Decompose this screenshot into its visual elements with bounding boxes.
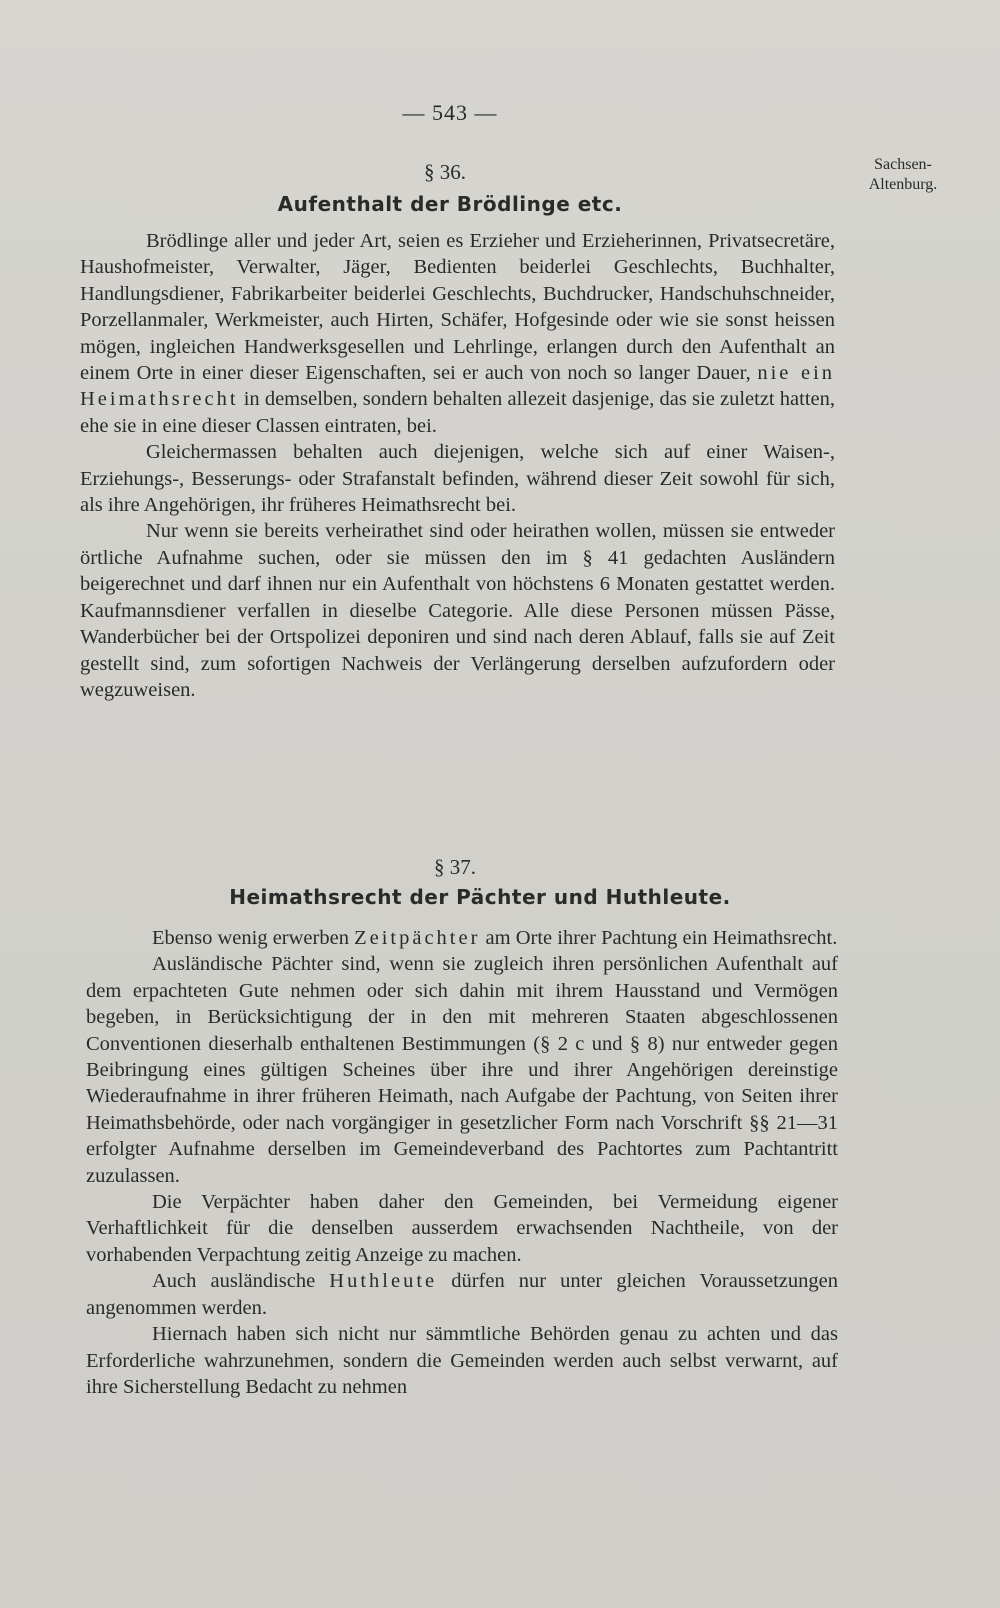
section-36-p1-emphasis: nie ein Heimathsrecht xyxy=(80,362,836,411)
section-37-p4-emphasis: Huthleute xyxy=(329,1270,438,1293)
section-36-paragraph-2: Gleichermassen behalten auch diejenigen, welche sich auf einer Waisen-, Erziehungs-, Besserungs- oder Strafanstalt befinden, während dieser Zeit sowohl für sich, als ihre Angehörigen, ihr früheres Heimathsrecht bei. xyxy=(80,441,835,517)
section-37-paragraph-4 xyxy=(86,1268,838,1321)
section-37-paragraph-2: Ausländische Pächter sind, wenn sie zugleich ihren persönlichen Aufenthalt auf dem erpachteten Gute nehmen oder sich dahin mit ihrem Hausstand und Vermögen begeben, in Berücksichtigung der in den mit mehreren Staaten abgeschlossenen Conventionen dieserhalb enthaltenen Bestimmungen (§ 2 c und § 8) nur entweder gegen Beibringung eines gültigen Scheines über ihre und ihrer Angehörigen dereinstige Wiederaufnahme in ihrer früheren Heimath, nach Aufgabe der Pachtung, von Seiten ihrer Heimathsbehörde, oder nach vorgängiger in gesetzlicher Form nach Vorschrift §§ 21—31 erfolgter Aufnahme derselben im Gemeindeverband des Pachtortes zum Pachtantritt zuzulassen. xyxy=(86,953,838,1187)
section-36-paragraph-3: Nur wenn sie bereits verheirathet sind oder heirathen wollen, müssen sie entweder örtliche Aufnahme suchen, oder sie müssen den im § 41 gedachten Ausländern beigerechnet und darf ihnen nur ein Aufenthalt von höchstens 6 Monaten gestattet werden. Kaufmannsdiener verfallen in dieselbe Categorie. Alle diese Personen müssen Pässe, Wanderbücher bei der Ortspolizei deponiren und sind nach deren Ablauf, falls sie auf Zeit gestellt sind, zum sofortigen Nachweis der Verlängerung derselben aufzufordern oder wegzuweisen. xyxy=(80,520,835,701)
section-36-mark: § 36. xyxy=(424,160,466,184)
section-37-p4-text-b: dürfen nur unter gleichen Voraussetzungen angenommen werden. xyxy=(86,1270,838,1319)
section-37-p1-text-a: Ebenso wenig erwerben xyxy=(152,927,349,949)
margin-note: Sachsen- Altenburg. xyxy=(868,156,938,193)
section-36-p1-text-b: in demselben, sondern behalten allezeit dasjenige, das sie zuletzt hatten, ehe sie in eine dieser Classen eintraten, bei. xyxy=(80,388,835,437)
section-37-title: Heimathsrecht der Pächter und Huthleute. xyxy=(229,885,731,909)
section-37-mark: § 37. xyxy=(434,855,476,879)
section-36-p1-text-a: Brödlinge aller und jeder Art, seien es Erzieher und Erzieherinnen, Privatsecretäre, Haushofmeister, Verwalter, Jäger, Bedienten beiderlei Geschlechts, Buchhalter, Handlungsdiener, Fabrikarbeiter beiderlei Geschlechts, Buchdrucker, Handschuhschneider, Porzellanmaler, Werkmeister, auch Hirten, Schäfer, Hofgesinde oder wie sie sonst heissen mögen, ingleichen Handwerksgesellen und Lehrlinge, erlangen durch den Aufenthalt an einem Orte in einer dieser Eigenschaften, sei er auch von noch so langer Dauer, xyxy=(80,230,835,385)
section-37-paragraph-3: Die Verpächter haben daher den Gemeinden, bei Vermeidung eigener Verhaftlichkeit für die denselben ausserdem erwachsenden Nachtheile, von der vorhabenden Verpachtung zeitig Anzeige zu machen. xyxy=(86,1191,838,1266)
section-37-body xyxy=(86,925,838,1400)
page-number: — 543 — xyxy=(402,100,498,125)
section-37-paragraph-5: Hiernach haben sich nicht nur sämmtliche Behörden genau zu achten und das Erforderliche wahrzunehmen, sondern die Gemeinden werden auch selbst verwarnt, auf ihre Sicherstellung Bedacht zu nehmen xyxy=(86,1323,838,1398)
section-36-paragraph-1 xyxy=(80,228,835,439)
section-37-paragraph-1 xyxy=(86,925,838,951)
section-37-p4-text-a: Auch ausländische xyxy=(152,1270,316,1293)
section-36-body xyxy=(80,228,835,703)
section-37-p1-text-b: am Orte ihrer Pachtung ein Heimathsrecht. xyxy=(485,927,838,949)
section-37-p1-emphasis: Zeitpächter xyxy=(354,927,481,949)
section-36-title: Aufenthalt der Brödlinge etc. xyxy=(277,192,623,216)
